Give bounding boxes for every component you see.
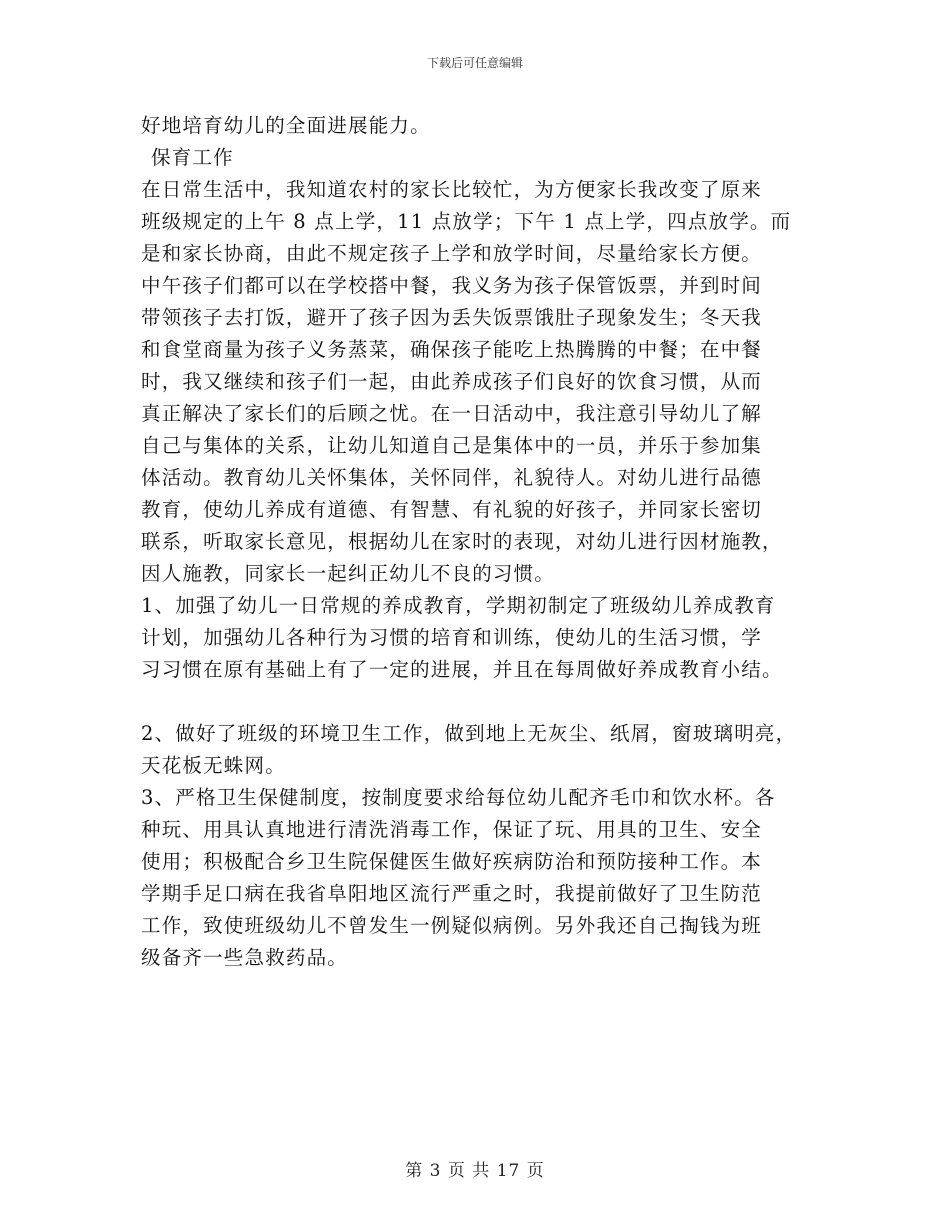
- text-line: 学期手足口病在我省阜阳地区流行严重之时，我提前做好了卫生防范: [141, 882, 763, 905]
- text-line: 联系，听取家长意见，根据幼儿在家时的表现，对幼儿进行因材施教，: [141, 530, 783, 553]
- text-line: 级备齐一些急救药品。: [141, 946, 349, 969]
- text-line: 带领孩子去打饭，避开了孩子因为丢失饭票饿肚子现象发生；冬天我: [141, 306, 763, 329]
- text-line: 真正解决了家长们的后顾之忧。在一日活动中，我注意引导幼儿了解: [141, 402, 763, 425]
- page-header: 下载后可任意编辑: [426, 56, 523, 70]
- page-number: 第 3 页 共 17 页: [405, 1161, 545, 1181]
- text-line: 体活动。教育幼儿关怀集体，关怀同伴，礼貌待人。对幼儿进行品德: [141, 466, 763, 489]
- text-line: 是和家长协商，由此不规定孩子上学和放学时间，尽量给家长方便。: [141, 242, 763, 265]
- text-line: 班级规定的上午 8 点上学，11 点放学；下午 1 点上学，四点放学。而: [141, 210, 792, 233]
- list-item-2: 2、做好了班级的环境卫生工作，做到地上无灰尘、纸屑，窗玻璃明亮，: [141, 722, 797, 745]
- text-line: 因人施教，同家长一起纠正幼儿不良的习惯。: [141, 562, 556, 585]
- text-line: 种玩、用具认真地进行清洗消毒工作，保证了玩、用具的卫生、安全: [141, 818, 763, 841]
- section-heading: 保育工作: [151, 146, 234, 169]
- list-item-1: 1、加强了幼儿一日常规的养成教育，学期初制定了班级幼儿养成教育: [141, 594, 776, 617]
- text-line: 中午孩子们都可以在学校搭中餐，我义务为孩子保管饭票，并到时间: [141, 274, 763, 297]
- text-line: 自己与集体的关系，让幼儿知道自己是集体中的一员，并乐于参加集: [141, 434, 763, 457]
- text-line: 时，我又继续和孩子们一起，由此养成孩子们良好的饮食习惯，从而: [141, 370, 763, 393]
- document-body: [141, 110, 831, 974]
- text-line: 和食堂商量为孩子义务蒸菜，确保孩子能吃上热腾腾的中餐；在中餐: [141, 338, 763, 361]
- text-line: 工作，致使班级幼儿不曾发生一例疑似病例。另外我还自己掏钱为班: [141, 914, 763, 937]
- text-line: 使用；积极配合乡卫生院保健医生做好疾病防治和预防接种工作。本: [141, 850, 763, 873]
- blank-line: [141, 686, 831, 718]
- text-line: 好地培育幼儿的全面进展能力。: [141, 114, 431, 137]
- text-line: 在日常生活中，我知道农村的家长比较忙，为方便家长我改变了原来: [141, 178, 763, 201]
- text-line: 习习惯在原有基础上有了一定的进展，并且在每周做好养成教育小结。: [141, 658, 783, 681]
- text-line: 天花板无蛛网。: [141, 754, 286, 777]
- text-line: 教育，使幼儿养成有道德、有智慧、有礼貌的好孩子，并同家长密切: [141, 498, 763, 521]
- text-line: 计划，加强幼儿各种行为习惯的培育和训练，使幼儿的生活习惯，学: [141, 626, 763, 649]
- list-item-3: 3、严格卫生保健制度，按制度要求给每位幼儿配齐毛巾和饮水杯。各: [141, 786, 776, 809]
